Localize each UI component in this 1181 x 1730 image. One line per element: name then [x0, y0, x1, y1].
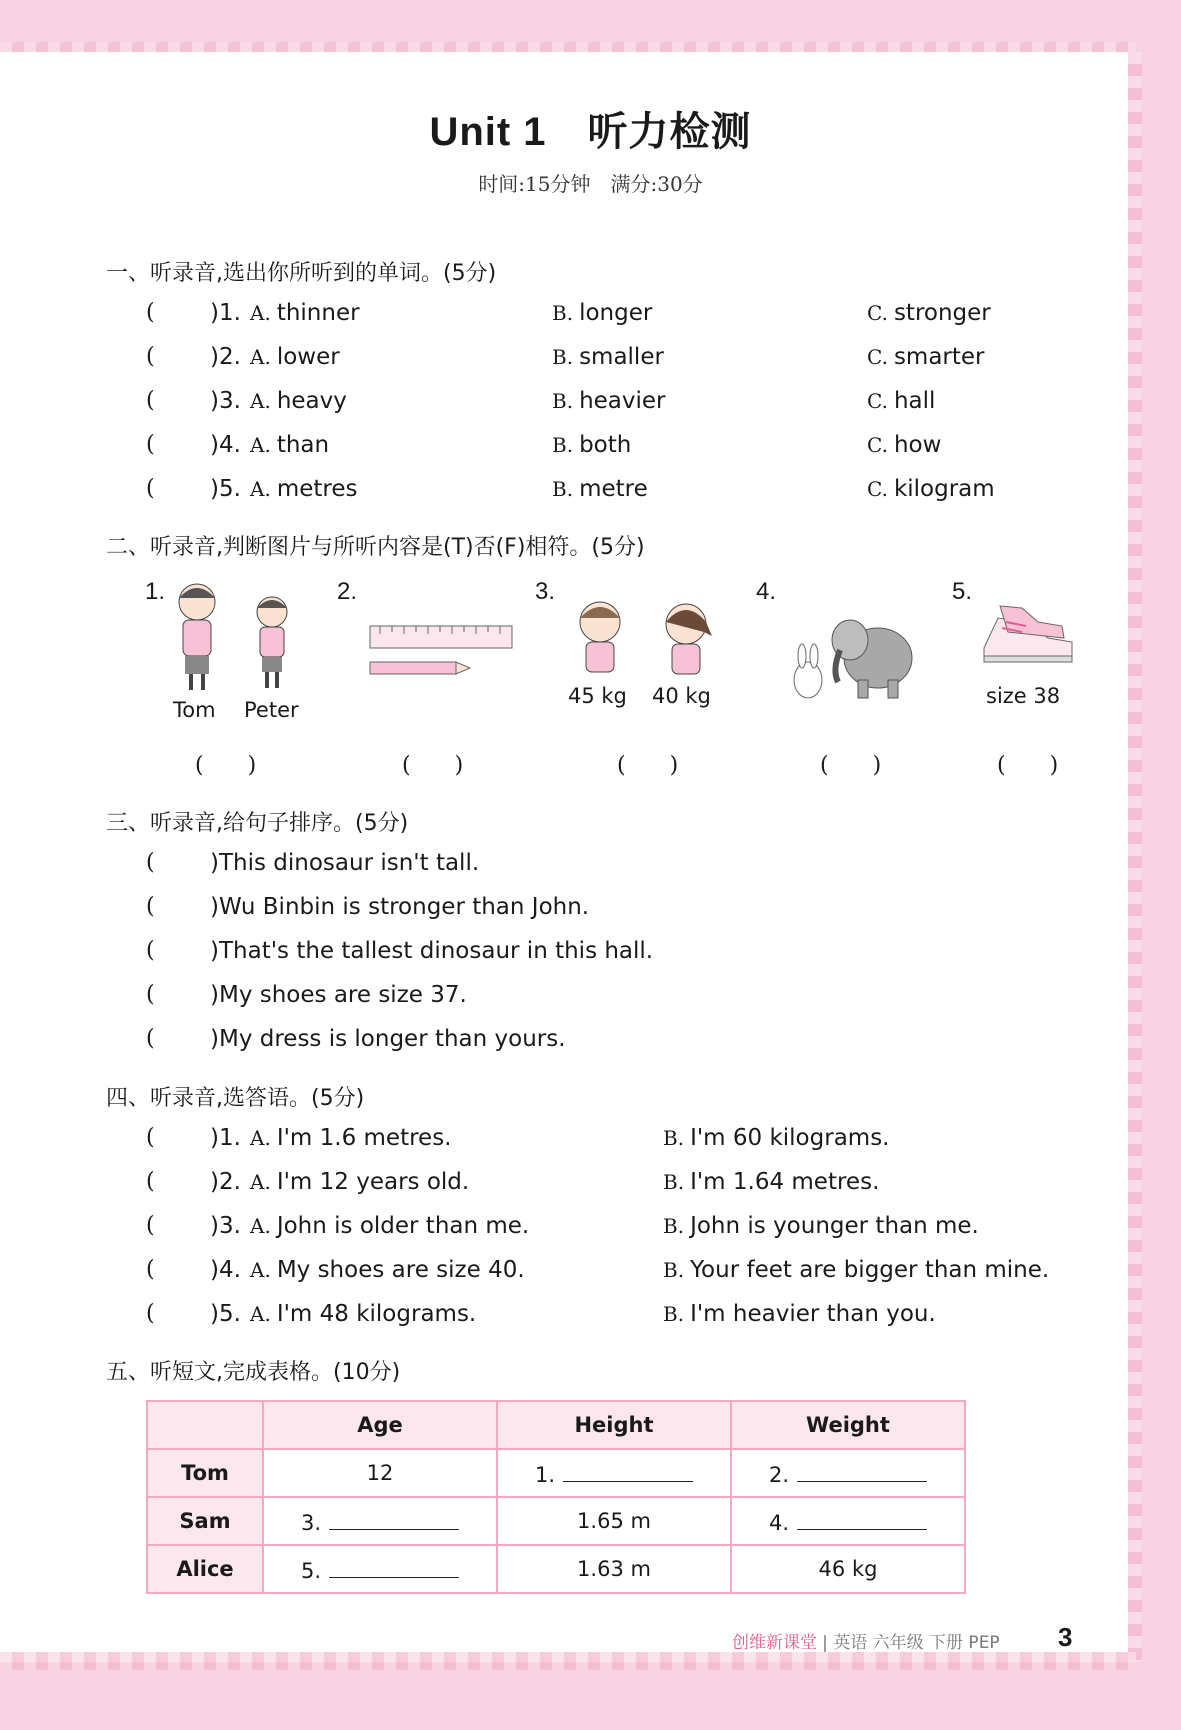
answer-paren[interactable]: (	[146, 344, 155, 369]
option-text: I'm 12 years old.	[276, 1169, 470, 1195]
option-text: smaller	[579, 344, 664, 370]
option-letter: B.	[552, 477, 574, 501]
table-row	[147, 1449, 965, 1497]
option-b[interactable]	[663, 1213, 979, 1239]
option-c[interactable]	[867, 388, 935, 414]
age-cell[interactable]	[263, 1497, 497, 1545]
option-text: longer	[579, 300, 653, 326]
height-cell: 1.65 m	[497, 1497, 731, 1545]
option-b[interactable]	[663, 1169, 879, 1195]
row-name-cell: Tom	[147, 1449, 263, 1497]
answer-paren[interactable]: (	[146, 1125, 155, 1150]
weight-cell[interactable]	[731, 1449, 965, 1497]
picture-1-label-tom: Tom	[173, 698, 216, 722]
answer-blank[interactable]	[797, 1507, 927, 1530]
answer-paren[interactable]: (	[146, 476, 155, 501]
sneakers-illustration	[978, 598, 1078, 674]
option-text: John is younger than me.	[690, 1213, 979, 1239]
section3-heading: 三、听录音,给句子排序。(5分)	[106, 811, 409, 836]
option-text: metre	[579, 476, 648, 502]
option-letter: A.	[250, 1170, 271, 1194]
picture-3-number: 3.	[535, 578, 556, 605]
question-number: )4.	[210, 432, 241, 458]
option-a[interactable]	[250, 1301, 476, 1327]
option-text: thinner	[276, 300, 360, 326]
age-cell: 12	[263, 1449, 497, 1497]
option-text: I'm heavier than you.	[690, 1301, 936, 1327]
blank-number: 5.	[300, 1559, 322, 1583]
option-text: metres	[276, 476, 358, 502]
table-header-cell: Age	[263, 1401, 497, 1449]
option-text: how	[893, 432, 942, 458]
sentence-text: )This dinosaur isn't tall.	[210, 850, 480, 876]
question-number: )2.	[210, 344, 241, 370]
option-text: I'm 48 kilograms.	[276, 1301, 477, 1327]
option-letter: C.	[867, 301, 888, 325]
question-number: )1.	[210, 300, 241, 326]
option-a[interactable]	[250, 1125, 452, 1151]
option-c[interactable]	[867, 432, 941, 458]
question-number: )3.	[210, 388, 241, 414]
sentence-text: )That's the tallest dinosaur in this hall.	[210, 938, 654, 964]
option-text: stronger	[893, 300, 991, 326]
answer-paren[interactable]: (	[146, 1213, 155, 1238]
option-text: Your feet are bigger than mine.	[690, 1257, 1050, 1283]
footer-book-info: | 英语 六年级 下册 PEP	[822, 1633, 1000, 1653]
option-letter: A.	[250, 1258, 271, 1282]
section5-heading: 五、听短文,完成表格。(10分)	[106, 1360, 401, 1385]
weight-cell[interactable]	[731, 1497, 965, 1545]
age-cell[interactable]	[263, 1545, 497, 1593]
picture-4-answer-blank[interactable]: ( )	[820, 753, 882, 778]
picture-2-number: 2.	[337, 578, 358, 605]
option-text: My shoes are size 40.	[276, 1257, 525, 1283]
answer-paren[interactable]: (	[146, 894, 155, 919]
picture-5-label: size 38	[986, 684, 1061, 708]
option-letter: A.	[250, 1214, 271, 1238]
table-header-row	[147, 1401, 965, 1449]
blank-number: 2.	[768, 1463, 790, 1487]
option-letter: A.	[250, 389, 271, 413]
question-number: )1.	[210, 1125, 241, 1151]
option-a[interactable]	[250, 476, 357, 502]
picture-2-answer-blank[interactable]: ( )	[402, 753, 464, 778]
answer-paren[interactable]: (	[146, 388, 155, 413]
option-a[interactable]	[250, 388, 347, 414]
question-number: )5.	[210, 476, 241, 502]
option-letter: C.	[867, 345, 888, 369]
option-b[interactable]	[552, 476, 648, 502]
answer-paren[interactable]: (	[146, 938, 155, 963]
option-text: heavy	[276, 388, 347, 414]
footer-brand: 创维新课堂	[732, 1633, 817, 1653]
option-text: heavier	[579, 388, 666, 414]
option-c[interactable]	[867, 344, 985, 370]
option-a[interactable]	[250, 432, 329, 458]
bottom-decorative-border	[0, 1652, 1136, 1670]
question-number: )5.	[210, 1301, 241, 1327]
option-b[interactable]	[552, 344, 664, 370]
option-text: than	[276, 432, 330, 458]
option-a[interactable]	[250, 1169, 469, 1195]
page-number: 3	[1058, 1622, 1073, 1652]
option-letter: A.	[250, 301, 271, 325]
answer-blank[interactable]	[797, 1459, 927, 1482]
option-letter: A.	[250, 1302, 271, 1326]
blank-number: 1.	[534, 1463, 556, 1487]
option-b[interactable]	[552, 388, 666, 414]
picture-4-number: 4.	[756, 578, 777, 605]
option-letter: B.	[552, 301, 574, 325]
picture-5-answer-blank[interactable]: ( )	[997, 753, 1059, 778]
answer-paren[interactable]: (	[146, 1257, 155, 1282]
option-letter: A.	[250, 345, 271, 369]
answer-blank[interactable]	[329, 1507, 459, 1530]
picture-5-number: 5.	[952, 578, 973, 605]
option-text: I'm 60 kilograms.	[690, 1125, 890, 1151]
option-text: I'm 1.64 metres.	[690, 1169, 880, 1195]
page-title: Unit 1 听力检测	[429, 110, 752, 154]
option-b[interactable]	[552, 300, 652, 326]
answer-blank[interactable]	[329, 1555, 459, 1578]
option-b[interactable]	[663, 1125, 889, 1151]
footer	[732, 1628, 1000, 1653]
picture-3-label-girl: 40 kg	[652, 684, 711, 708]
picture-3-label-boy: 45 kg	[568, 684, 627, 708]
option-a[interactable]	[250, 344, 340, 370]
table-row	[147, 1497, 965, 1545]
section2-heading: 二、听录音,判断图片与所听内容是(T)否(F)相符。(5分)	[106, 535, 645, 560]
answer-paren[interactable]: (	[146, 1301, 155, 1326]
row-name-cell: Alice	[147, 1545, 263, 1593]
blank-number: 4.	[768, 1511, 790, 1535]
table-row	[147, 1545, 965, 1593]
option-letter: C.	[867, 433, 888, 457]
blank-number: 3.	[300, 1511, 322, 1535]
right-decorative-border	[1128, 52, 1142, 1662]
row-name-cell: Sam	[147, 1497, 263, 1545]
height-cell: 1.63 m	[497, 1545, 731, 1593]
option-c[interactable]	[867, 476, 995, 502]
section4-heading: 四、听录音,选答语。(5分)	[106, 1086, 365, 1111]
option-letter: A.	[250, 477, 271, 501]
option-text: hall	[893, 388, 936, 414]
option-letter: B.	[552, 389, 574, 413]
table-header-cell	[147, 1401, 263, 1449]
answer-paren[interactable]: (	[146, 982, 155, 1007]
option-letter: A.	[250, 433, 271, 457]
picture-1-number: 1.	[145, 578, 166, 605]
question-number: )2.	[210, 1169, 241, 1195]
option-letter: B.	[663, 1302, 685, 1326]
answer-paren[interactable]: (	[146, 850, 155, 875]
option-c[interactable]	[867, 300, 991, 326]
picture-3-answer-blank[interactable]: ( )	[617, 753, 679, 778]
option-a[interactable]	[250, 1257, 525, 1283]
option-letter: B.	[663, 1126, 685, 1150]
sentence-text: )My shoes are size 37.	[210, 982, 467, 1008]
option-a[interactable]	[250, 1213, 529, 1239]
option-letter: B.	[552, 345, 574, 369]
option-letter: B.	[663, 1258, 685, 1282]
option-text: both	[579, 432, 632, 458]
ruler-and-pencil-illustration	[368, 622, 516, 684]
option-text: smarter	[893, 344, 985, 370]
option-b[interactable]	[663, 1257, 1049, 1283]
rabbit-and-elephant-illustration	[788, 600, 918, 706]
page-subtitle: 时间:15分钟 满分:30分	[478, 172, 703, 196]
option-a[interactable]	[250, 300, 360, 326]
option-letter: C.	[867, 477, 888, 501]
option-letter: A.	[250, 1126, 271, 1150]
option-text: I'm 1.6 metres.	[276, 1125, 452, 1151]
boy-and-girl-illustration	[572, 596, 732, 686]
option-text: kilogram	[893, 476, 995, 502]
option-letter: C.	[867, 389, 888, 413]
answer-paren[interactable]: (	[146, 300, 155, 325]
section1-heading: 一、听录音,选出你所听到的单词。(5分)	[106, 261, 497, 286]
option-letter: B.	[663, 1214, 685, 1238]
answer-paren[interactable]: (	[146, 1026, 155, 1051]
sentence-text: )My dress is longer than yours.	[210, 1026, 566, 1052]
weight-cell: 46 kg	[731, 1545, 965, 1593]
option-letter: B.	[663, 1170, 685, 1194]
height-cell[interactable]	[497, 1449, 731, 1497]
answer-paren[interactable]: (	[146, 432, 155, 457]
table-header-cell: Weight	[731, 1401, 965, 1449]
info-table	[146, 1400, 966, 1594]
option-letter: B.	[552, 433, 574, 457]
option-b[interactable]	[552, 432, 631, 458]
sentence-text: )Wu Binbin is stronger than John.	[210, 894, 590, 920]
two-boys-illustration	[165, 580, 315, 695]
picture-1-answer-blank[interactable]: ( )	[195, 753, 257, 778]
table-header-cell: Height	[497, 1401, 731, 1449]
answer-paren[interactable]: (	[146, 1169, 155, 1194]
option-text: John is older than me.	[276, 1213, 530, 1239]
option-text: lower	[276, 344, 340, 370]
question-number: )3.	[210, 1213, 241, 1239]
answer-blank[interactable]	[563, 1459, 693, 1482]
option-b[interactable]	[663, 1301, 936, 1327]
picture-1-label-peter: Peter	[244, 698, 299, 722]
question-number: )4.	[210, 1257, 241, 1283]
